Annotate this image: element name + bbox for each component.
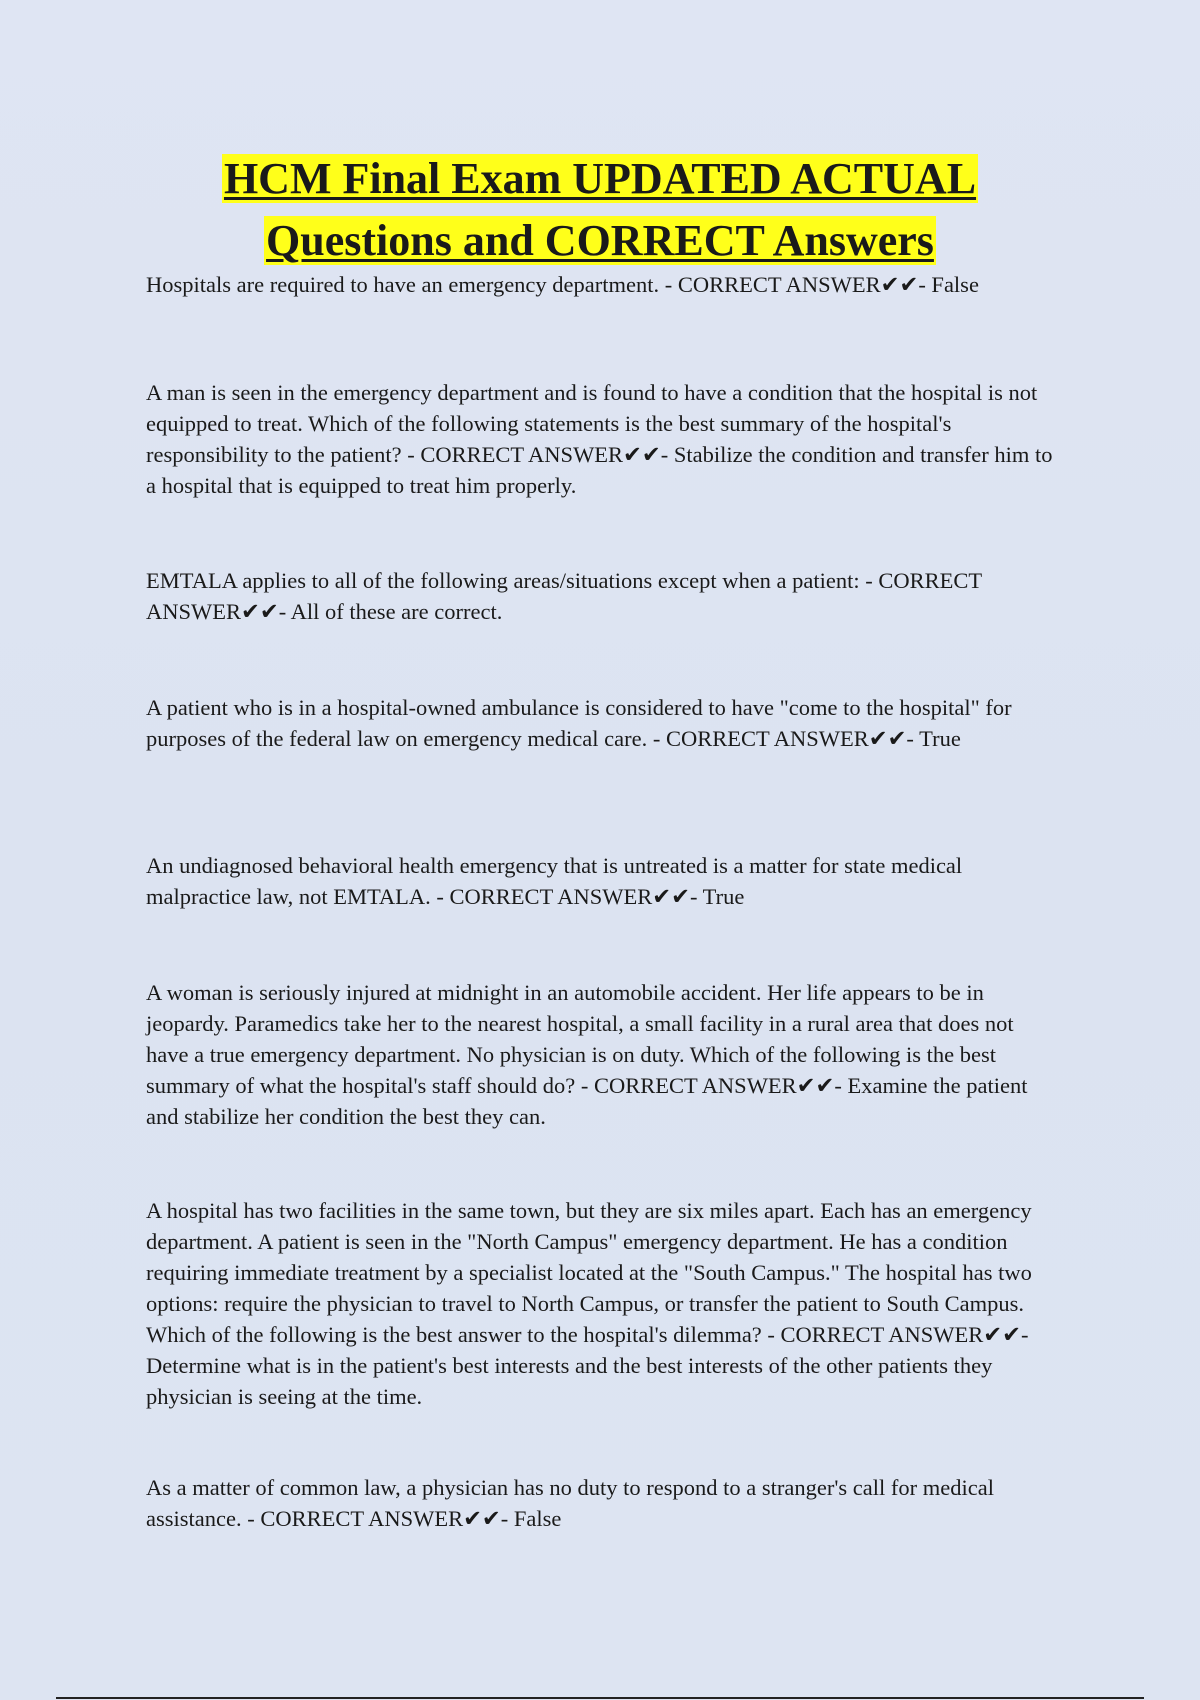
title-line-1: HCM Final Exam UPDATED ACTUAL (223, 154, 977, 203)
qa-item-6: A woman is seriously injured at midnight in an automobile accident. Her life appears to be in jeopardy. Paramedics take her to the nearest hospital, a small facility in a rural area that does not have a true emergency department. No physician is on duty. Which of the following is the best summary of what the hospital's staff should do? - CORRECT ANSWER✔✔- Examine the patient and stabilize her condition the best they can. (146, 980, 1028, 1129)
qa-item-2: A man is seen in the emergency department and is found to have a condition that the hospital is not equipped to treat. Which of the following statements is the best summary of the hospital's responsibility to the patient? - CORRECT ANSWER✔✔- Stabilize the condition and transfer him to a hospital that is equipped to treat him properly. (146, 380, 1053, 498)
document-title (145, 148, 1055, 272)
qa-item-1: Hospitals are required to have an emergency department. - CORRECT ANSWER✔✔- False (146, 272, 979, 297)
qa-item-5: An undiagnosed behavioral health emergency that is untreated is a matter for state medical malpractice law, not EMTALA. - CORRECT ANSWER✔✔- True (146, 853, 963, 909)
qa-item-7: A hospital has two facilities in the same town, but they are six miles apart. Each has an emergency department. A patient is seen in the "North Campus" emergency department. He has a condition requiring immediate treatment by a specialist located at the "South Campus." The hospital has two options: require the physician to travel to North Campus, or transfer the patient to South Campus. Which of the following is the best answer to the hospital's dilemma? - CORRECT ANSWER✔✔- Determine what is in the patient's best interests and the best interests of the other patients they physician is seeing at the time. (146, 1198, 1032, 1409)
title-line-2: Questions and CORRECT Answers (266, 216, 934, 265)
footer-divider (56, 1697, 1144, 1699)
qa-item-3: EMTALA applies to all of the following areas/situations except when a patient: - CORRECT ANSWER✔✔- All of these are correct. (146, 568, 982, 624)
qa-item-8: As a matter of common law, a physician has no duty to respond to a stranger's call for medical assistance. - CORRECT ANSWER✔✔- False (146, 1475, 994, 1531)
qa-item-4: A patient who is in a hospital-owned ambulance is considered to have "come to the hospital" for purposes of the federal law on emergency medical care. - CORRECT ANSWER✔✔- True (146, 695, 1012, 751)
